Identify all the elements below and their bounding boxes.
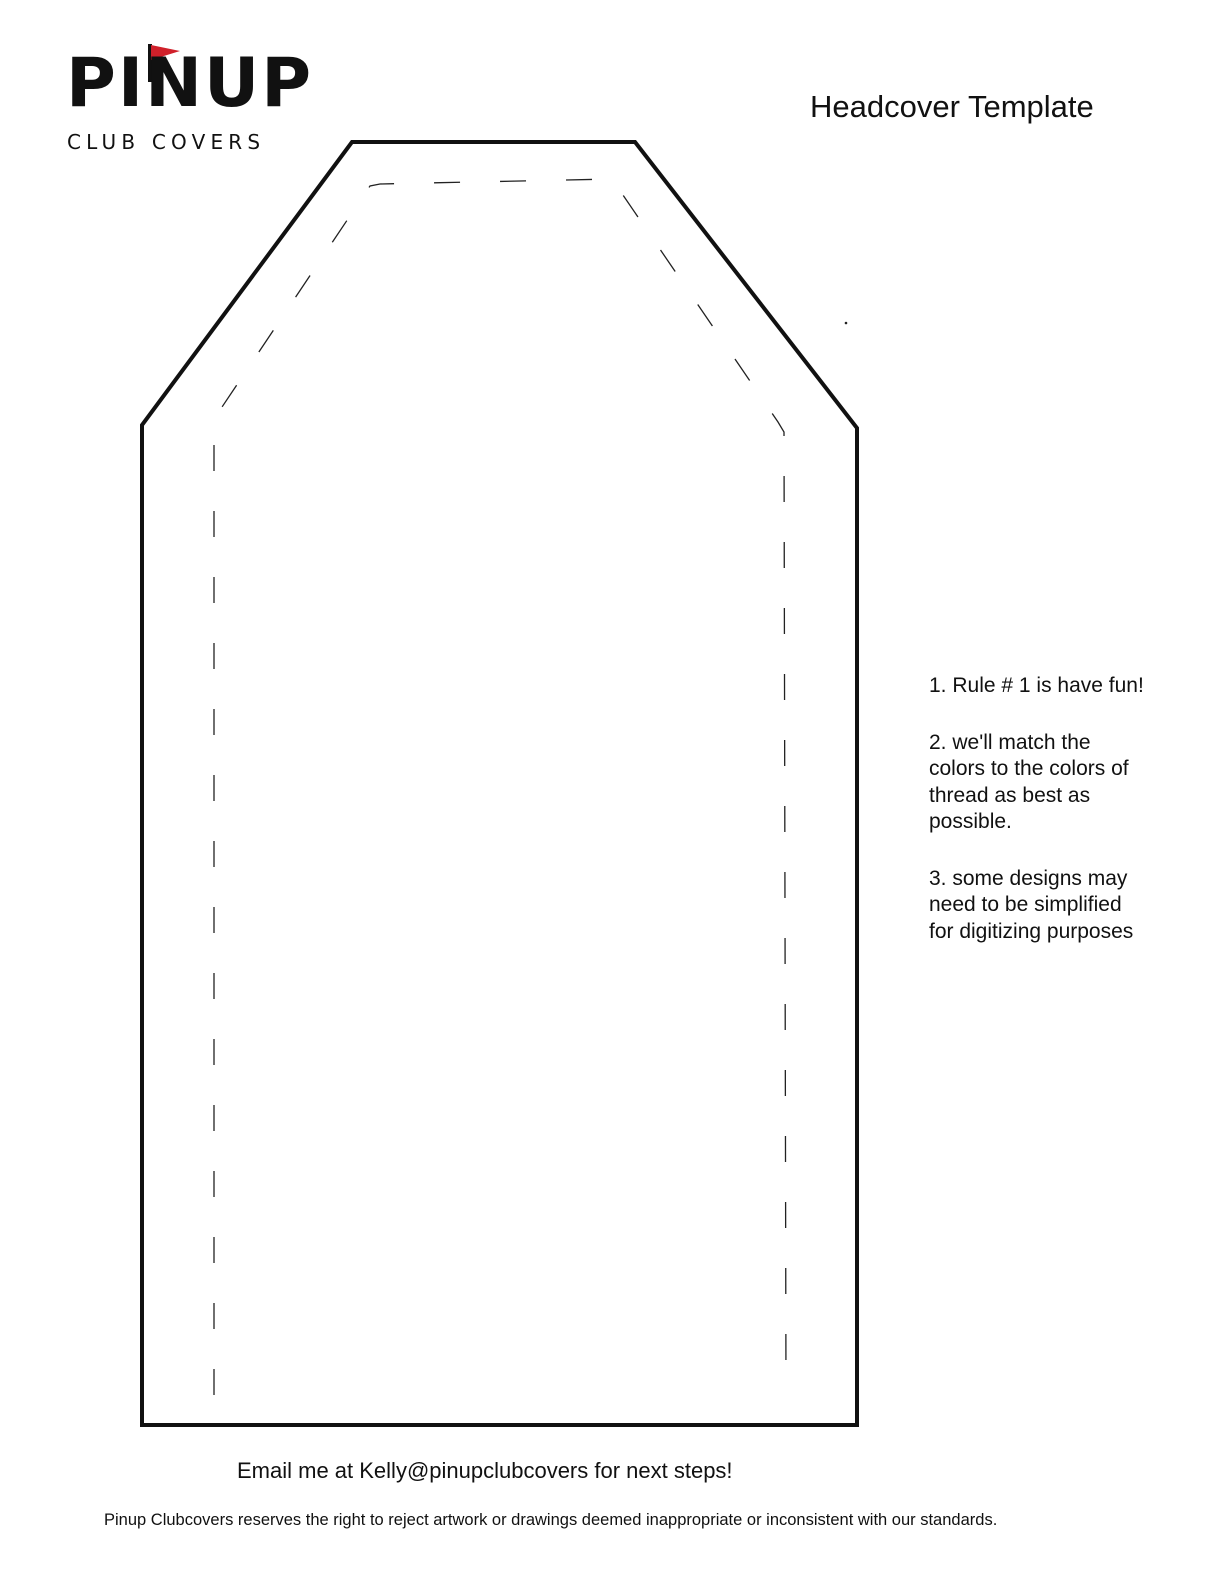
rule-item: 1. Rule # 1 is have fun! xyxy=(929,674,1144,697)
logo-subtitle: CLUB COVERS xyxy=(67,130,266,154)
stray-dot xyxy=(845,322,848,325)
rule-item: 3. some designs may need to be simplified for digitizing purposes xyxy=(929,866,1134,943)
headcover-outer-cut-line xyxy=(142,142,857,1425)
disclaimer-text: Pinup Clubcovers reserves the right to reject artwork or drawings deemed inappropriate or inconsistent with our standards. xyxy=(104,1511,998,1529)
contact-email-line: Email me at Kelly@pinupclubcovers for next steps! xyxy=(237,1458,733,1483)
page-title: Headcover Template xyxy=(810,89,1094,124)
rules-list xyxy=(929,673,1144,975)
logo-wordmark: PINUP xyxy=(66,44,314,123)
rule-item: 2. we'll match the colors to the colors of thread as best as possible. xyxy=(929,730,1129,833)
headcover-stitch-line xyxy=(214,179,786,1395)
